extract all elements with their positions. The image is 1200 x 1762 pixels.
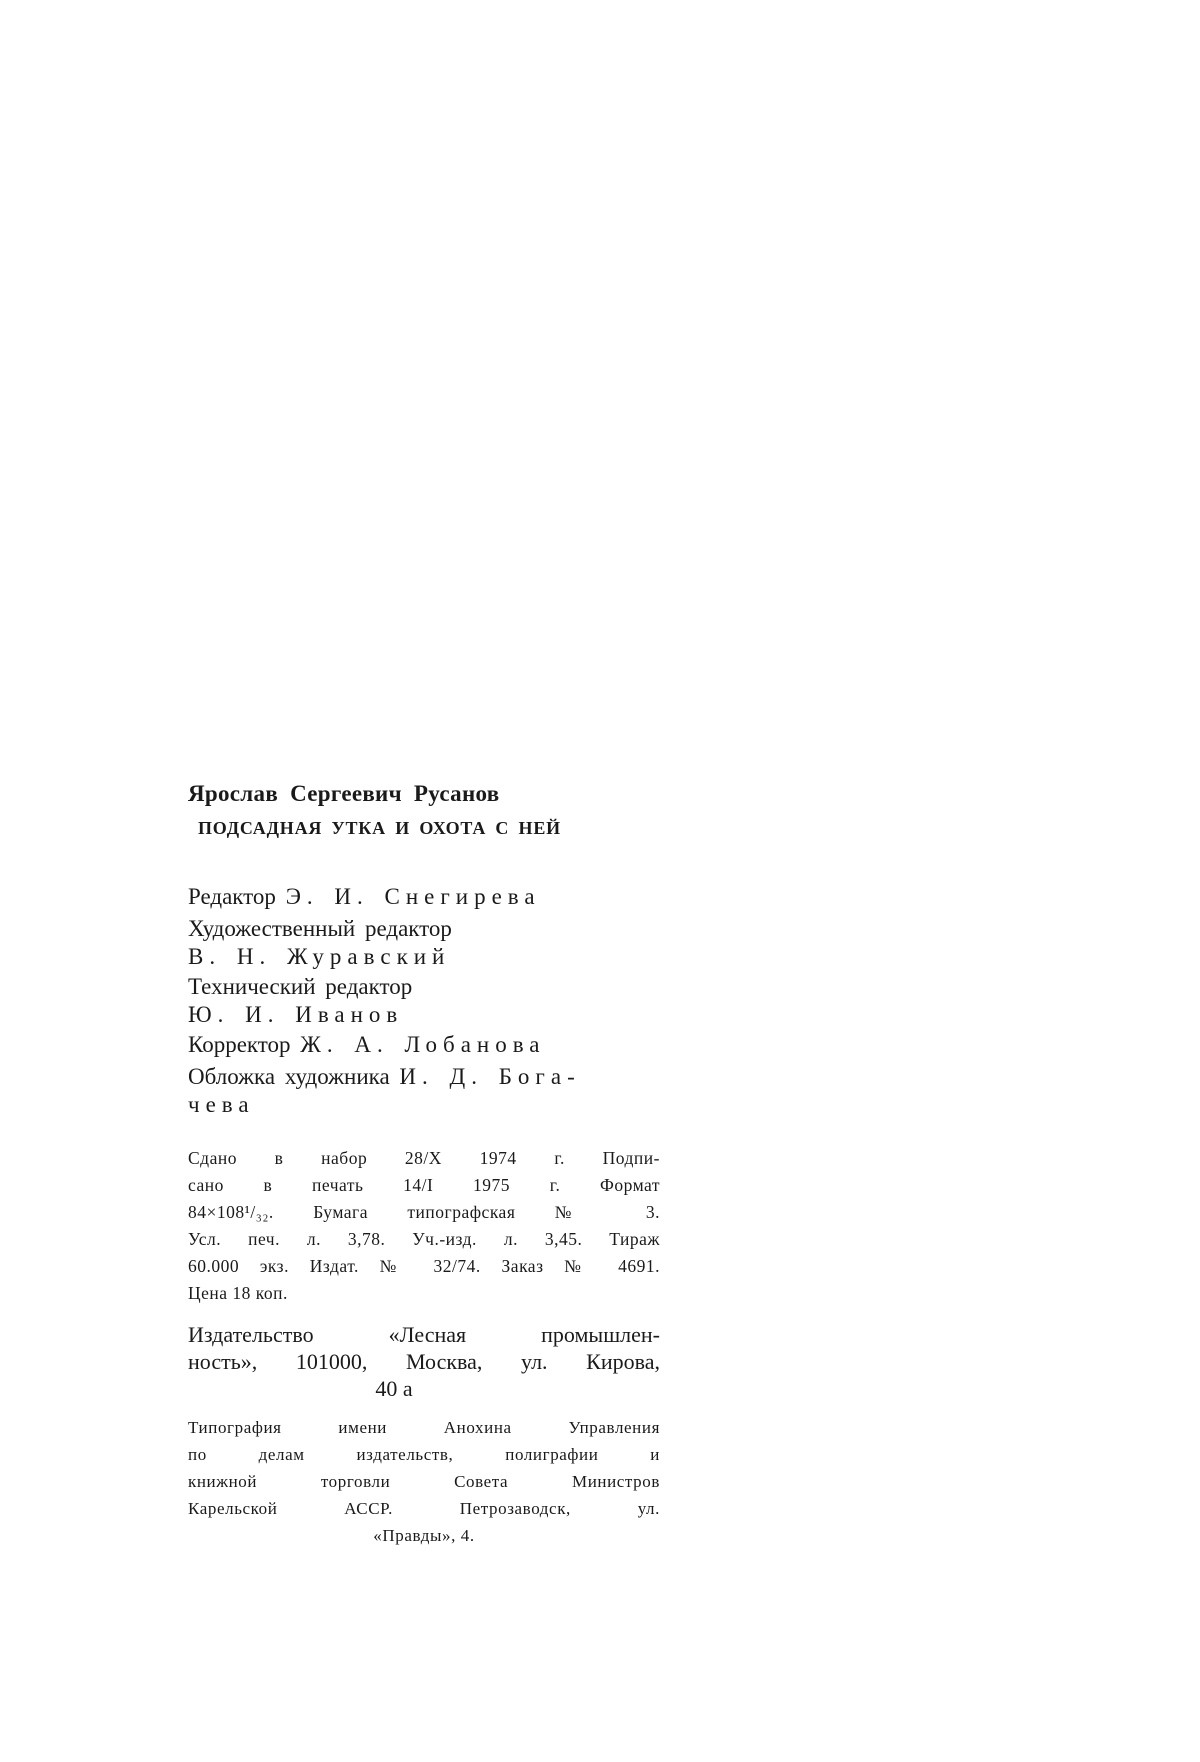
print-details xyxy=(188,1145,660,1307)
proofreader-name: Ж. А. Лобанова xyxy=(300,1032,546,1058)
printer-line: Карельской АССР. Петрозаводск, ул. xyxy=(188,1499,660,1519)
printer-info xyxy=(188,1414,660,1549)
credit-tech-editor xyxy=(188,973,660,1029)
printer-line: «Правды», 4. xyxy=(373,1526,475,1546)
printer-line: по делам издательств, полиграфии и xyxy=(188,1445,660,1465)
publisher-line: ность», 101000, Москва, ул. Кирова, xyxy=(188,1349,660,1375)
credit-cover xyxy=(188,1063,660,1119)
credit-proofreader xyxy=(188,1031,660,1059)
print-details-line: Сдано в набор 28/X 1974 г. Подпи- xyxy=(188,1148,660,1169)
cover-role: Обложка художника xyxy=(188,1064,390,1090)
print-details-line: Усл. печ. л. 3,78. Уч.-изд. л. 3,45. Тираж xyxy=(188,1229,660,1250)
print-details-line: 60.000 экз. Издат. № 32/74. Заказ № 4691. xyxy=(188,1256,660,1277)
cover-name-part1: И. Д. Бога- xyxy=(399,1064,581,1090)
print-details-line: 84×108¹/₃₂. Бумага типографская № 3. xyxy=(188,1202,660,1223)
publisher-line: 40 а xyxy=(375,1376,413,1402)
colophon-block xyxy=(188,780,660,1549)
tech-editor-name: Ю. И. Иванов xyxy=(188,1002,404,1028)
credit-editor xyxy=(188,883,660,911)
publisher-info xyxy=(188,1321,660,1402)
book-title: ПОДСАДНАЯ УТКА И ОХОТА С НЕЙ xyxy=(198,817,561,838)
editor-name: Э. И. Снегирева xyxy=(285,884,541,910)
credit-art-editor xyxy=(188,915,660,971)
printer-line: Типография имени Анохина Управления xyxy=(188,1418,660,1438)
art-editor-role: Художественный редактор xyxy=(188,916,452,942)
author-name: Ярослав Сергеевич Русанов xyxy=(188,781,500,806)
proofreader-role: Корректор xyxy=(188,1032,291,1058)
print-details-line: Цена 18 коп. xyxy=(188,1283,288,1304)
publisher-line: Издательство «Лесная промышлен- xyxy=(188,1322,660,1348)
editor-role: Редактор xyxy=(188,884,276,910)
print-details-line: сано в печать 14/I 1975 г. Формат xyxy=(188,1175,660,1196)
printer-line: книжной торговли Совета Министров xyxy=(188,1472,660,1492)
cover-name-part2: чева xyxy=(188,1092,255,1118)
credits-list xyxy=(188,883,660,1119)
tech-editor-role: Технический редактор xyxy=(188,974,413,1000)
art-editor-name: В. Н. Журавский xyxy=(188,944,451,970)
